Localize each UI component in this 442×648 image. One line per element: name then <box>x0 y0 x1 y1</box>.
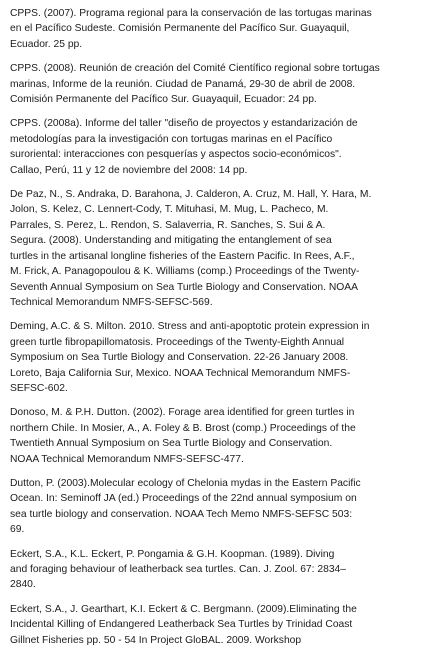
reference-line: Segura. (2008). Understanding and mitigating the entanglement of sea <box>10 235 332 247</box>
reference-line: Donoso, M. & P.H. Dutton. (2002). Forage area identified for green turtles in <box>10 407 355 419</box>
reference-line: Twentieth Annual Symposium on Sea Turtle Biology and Conservation. <box>10 438 333 450</box>
reference-line: sea turtle biology and conservation. NOAA Tech Memo NMFS-SEFSC 503: <box>10 508 353 520</box>
reference-line: Incidental Killing of Endangered Leatherback Sea Turtles by Trinidad Coast <box>10 619 353 631</box>
reference-line: Seventh Annual Symposium on Sea Turtle Biology and Conservation. NOAA <box>10 281 359 293</box>
reference-line: Ocean. In: Seminoff JA (ed.) Proceedings of the 22nd annual symposium on <box>10 493 357 505</box>
reference-line: M. Frick, A. Panagopoulou & K. Williams (comp.) Proceedings of the Twenty- <box>10 266 360 278</box>
reference-line: Technical Memorandum NMFS-SEFSC-569. <box>10 296 213 308</box>
reference-line: Loreto, Baja California Sur, Mexico. NOAA Technical Memorandum NMFS- <box>10 367 351 379</box>
reference-line: Parrales, S. Perez, L. Rendon, S. Salaverria, R. Sanches, S. Sui & A. <box>10 219 326 231</box>
reference-line: CPPS. (2008). Reunión de creación del Comité Científico regional sobre tortugas <box>10 63 380 75</box>
reference-line: 69. <box>10 524 25 536</box>
reference-line: Deming, A.C. & S. Milton. 2010. Stress and anti-apoptotic protein expression in <box>10 321 370 333</box>
reference-line: Jolon, S. Kelez, C. Lennert-Cody, T. Mituhasi, M. Mug, L. Pacheco, M. <box>10 204 329 216</box>
reference-entry <box>10 187 432 310</box>
reference-line: marinas, Informe de la reunión. Ciudad de Panamá, 29-30 de abril de 2008. <box>10 78 356 90</box>
reference-entry <box>10 602 432 648</box>
reference-line: De Paz, N., S. Andraka, D. Barahona, J. Calderon, A. Cruz, M. Hall, Y. Hara, M. <box>10 189 372 201</box>
reference-line: en el Pacífico Sudeste. Comisión Permanente del Pacífico Sur. Guayaquil, <box>10 23 350 35</box>
reference-line: CPPS. (2007). Programa regional para la conservación de las tortugas marinas <box>10 8 372 19</box>
reference-entry <box>10 6 432 52</box>
reference-line: CPPS. (2008a). Informe del taller "diseño de proyectos y estandarización de <box>10 118 358 130</box>
reference-line: 2840. <box>10 579 36 591</box>
reference-line: Eckert, S.A., J. Gearthart, K.I. Eckert & C. Bergmann. (2009).Eliminating the <box>10 603 357 615</box>
reference-line: Dutton, P. (2003).Molecular ecology of Chelonia mydas in the Eastern Pacific <box>10 477 361 489</box>
reference-line: Symposium on Sea Turtle Biology and Conservation. 22-26 January 2008. <box>10 352 349 364</box>
reference-line: and foraging behaviour of leatherback sea turtles. Can. J. Zool. 67: 2834– <box>10 564 347 575</box>
reference-line: Comisión Permanente del Pacífico Sur. Guayaquil, Ecuador: 24 pp. <box>10 94 317 106</box>
reference-line: Ecuador. 25 pp. <box>10 38 83 50</box>
reference-entry <box>10 116 432 178</box>
reference-line: metodologías para la investigación con tortugas marinas en el Pacífico <box>10 133 333 145</box>
reference-entry <box>10 547 432 593</box>
reference-entry <box>10 61 432 107</box>
reference-line: northern Chile. In Mosier, A., A. Foley & B. Brost (comp.) Proceedings of the <box>10 422 356 434</box>
reference-line: turtles in the artisanal longline fisheries of the Eastern Pacific. In Rees, A.F., <box>10 250 355 262</box>
reference-line: SEFSC-602. <box>10 382 68 394</box>
reference-entry <box>10 319 432 396</box>
reference-line: green turtle fibropapillomatosis. Proceedings of the Twenty-Eighth Annual <box>10 336 345 348</box>
reference-line: Eckert, S.A., K.L. Eckert, P. Pongamia & G.H. Koopman. (1989). Diving <box>10 548 335 560</box>
reference-line: NOAA Technical Memorandum NMFS-SEFSC-477. <box>10 453 244 465</box>
reference-line: suroriental: interacciones con pesquerías y aspectos socio-económicos". <box>10 149 342 161</box>
reference-line: Callao, Perú, 11 y 12 de noviembre del 2008: 14 pp. <box>10 164 248 176</box>
reference-entry <box>10 405 432 467</box>
reference-entry <box>10 476 432 538</box>
reference-line: Gillnet Fisheries pp. 50 - 54 In Project GloBAL. 2009. Workshop <box>10 634 302 646</box>
